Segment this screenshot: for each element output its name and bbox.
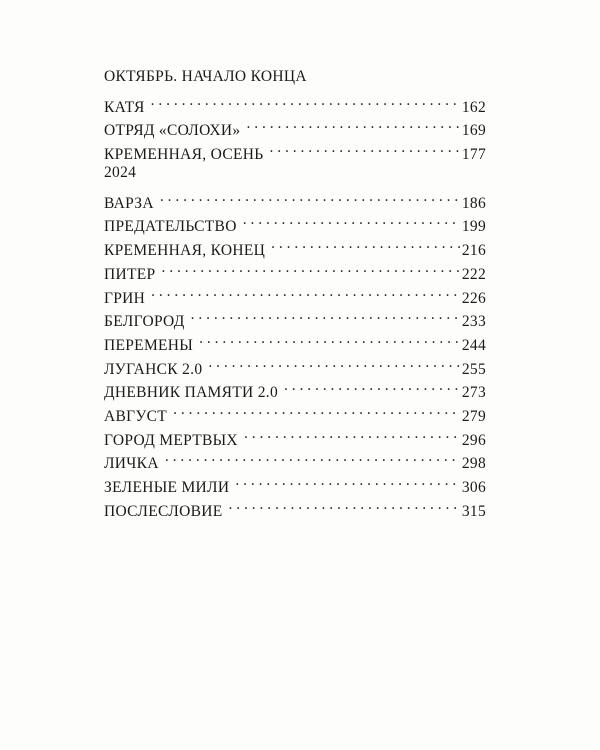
toc-entry-title: ПРЕДАТЕЛЬСТВО	[104, 218, 237, 236]
toc-entry-page: 222	[461, 265, 486, 283]
dot-leader	[269, 137, 459, 159]
dot-leader	[244, 423, 460, 445]
toc-entry-title: ДНЕВНИК ПАМЯТИ 2.0	[104, 384, 278, 402]
toc-entry-title: ЛИЧКА	[104, 455, 159, 473]
dot-leader	[235, 470, 459, 492]
dot-leader	[173, 399, 460, 421]
toc-entry-page: 296	[461, 431, 486, 449]
toc-entry-page: 273	[461, 384, 486, 402]
dot-leader	[165, 446, 460, 468]
toc-entry-page: 186	[461, 194, 486, 212]
toc-entry-title: ОТРЯД «СОЛОХИ»	[104, 122, 241, 140]
dot-leader	[161, 257, 459, 279]
section-heading-october: ОКТЯБРЬ. НАЧАЛО КОНЦА	[104, 68, 307, 85]
toc-entry-page: 255	[461, 360, 486, 378]
toc-entry[interactable]	[104, 281, 486, 307]
table-of-contents	[104, 66, 486, 520]
toc-entry-title: ГРИН	[104, 289, 146, 307]
toc-entry[interactable]	[104, 257, 486, 283]
toc-entry-title: ПЕРЕМЕНЫ	[104, 336, 194, 354]
toc-entry[interactable]	[104, 304, 486, 331]
toc-entry-page: 244	[461, 336, 486, 354]
toc-entry[interactable]	[104, 113, 486, 140]
toc-entry[interactable]	[104, 470, 486, 496]
dot-leader	[228, 494, 459, 516]
toc-entry-page: 216	[461, 242, 486, 260]
toc-entry[interactable]	[104, 209, 486, 236]
toc-entry-page: 199	[461, 218, 486, 236]
toc-entry[interactable]	[104, 186, 486, 212]
toc-entry-page: 162	[461, 98, 486, 116]
toc-entry-page: 279	[461, 407, 486, 425]
dot-leader	[208, 352, 459, 374]
toc-entry-page: 306	[461, 479, 486, 496]
toc-entry-title: ПИТЕР	[104, 265, 156, 283]
toc-entry-page: 298	[461, 455, 486, 473]
toc-entry-title: КРЕМЕННАЯ, КОНЕЦ	[104, 242, 266, 260]
dot-leader	[160, 186, 460, 208]
toc-entry-title: ГОРОД МЕРТВЫХ	[104, 431, 238, 449]
dot-leader	[284, 375, 460, 397]
toc-entry-page: 226	[461, 289, 486, 307]
toc-entry-title: АВГУСТ	[104, 407, 168, 425]
toc-entry-page: 169	[461, 122, 486, 140]
toc-entry-title: БЕЛГОРОД	[104, 313, 185, 331]
dot-leader	[271, 233, 460, 255]
toc-entry-title: ЛУГАНСК 2.0	[104, 360, 203, 378]
section-heading-2024: 2024	[104, 164, 137, 182]
dot-leader	[246, 113, 459, 135]
dot-leader	[243, 209, 460, 231]
toc-entry-title: ВАРЗА	[104, 194, 154, 212]
toc-entry-title: ЗЕЛЕНЫЕ МИЛИ	[104, 479, 230, 496]
toc-entry-page: 177	[461, 146, 486, 164]
toc-entry-page: 315	[461, 502, 486, 520]
dot-leader	[151, 281, 460, 303]
dot-leader	[191, 304, 460, 326]
toc-entry-page: 233	[461, 313, 486, 331]
dot-leader	[199, 328, 460, 350]
toc-entry-title: ПОСЛЕСЛОВИЕ	[104, 502, 223, 520]
toc-entry[interactable]	[104, 90, 486, 116]
toc-entry-title: КРЕМЕННАЯ, ОСЕНЬ	[104, 146, 264, 164]
toc-entry-title: КАТЯ	[104, 98, 145, 116]
dot-leader	[151, 90, 460, 112]
